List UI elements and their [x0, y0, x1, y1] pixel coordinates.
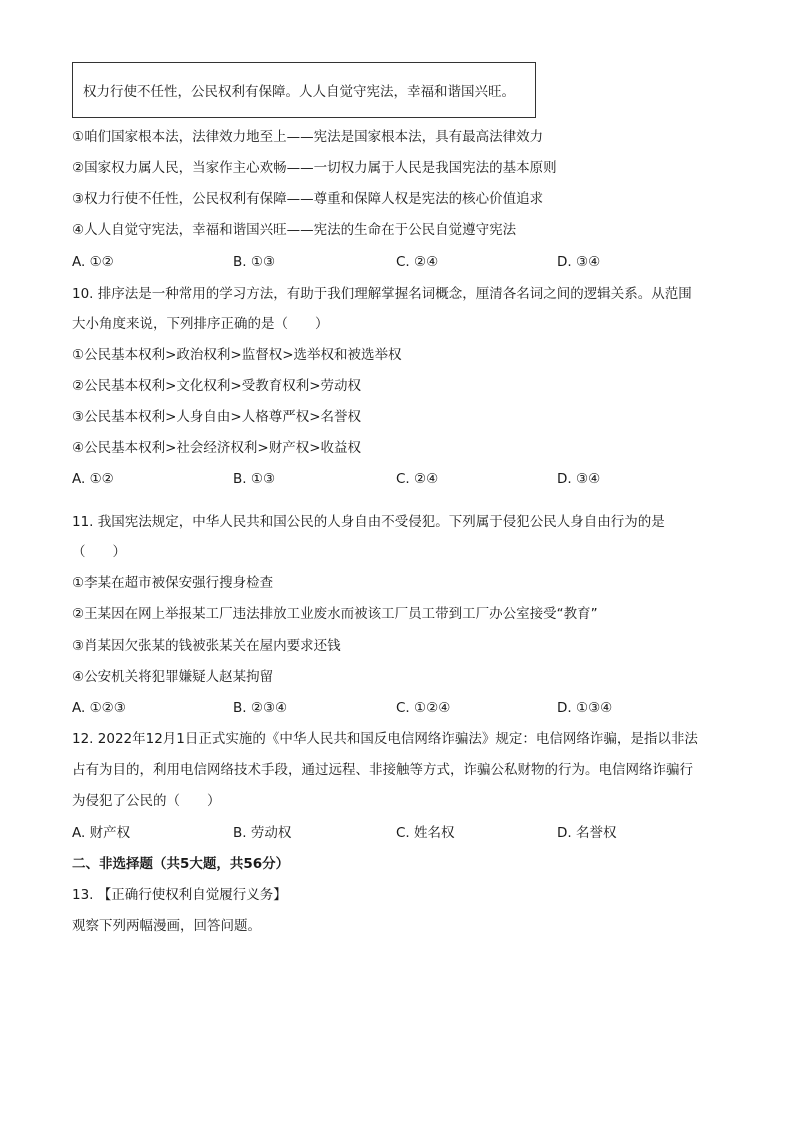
q11-option-d[interactable]: D. ①③④ [557, 700, 613, 716]
q10-stem-line-2: 大小角度来说，下列排序正确的是（ ） [72, 316, 329, 332]
q9-option-b[interactable]: B. ①③ [233, 254, 276, 270]
q10-item-1: ①公民基本权利>政治权利>监督权>选举权和被选举权 [72, 347, 402, 363]
q9-option-a[interactable]: A. ①② [72, 254, 114, 270]
quote-box [72, 62, 536, 118]
q13-instruction: 观察下列两幅漫画，回答问题。 [72, 918, 261, 934]
q11-item-3: ③肖某因欠张某的钱被张某关在屋内要求还钱 [72, 638, 341, 654]
q11-option-c[interactable]: C. ①②④ [396, 700, 451, 716]
q12-stem-line-2: 占有为目的，利用电信网络技术手段，通过远程、非接触等方式，诈骗公私财物的行为。电信网络诈骗行 [72, 762, 693, 778]
q10-stem-line-1: 10. 排序法是一种常用的学习方法，有助于我们理解掌握名词概念，厘清各名词之间的逻辑关系。从范围 [72, 286, 692, 302]
q10-option-a[interactable]: A. ①② [72, 471, 114, 487]
q12-option-b[interactable]: B. 劳动权 [233, 825, 292, 841]
q12-option-c[interactable]: C. 姓名权 [396, 825, 455, 841]
q11-stem-line-1: 11. 我国宪法规定，中华人民共和国公民的人身自由不受侵犯。下列属于侵犯公民人身自由行为的是 [72, 514, 665, 530]
q10-option-d[interactable]: D. ③④ [557, 471, 601, 487]
q11-stem-line-2: （ ） [72, 544, 126, 560]
q10-option-c[interactable]: C. ②④ [396, 471, 439, 487]
q12-option-a[interactable]: A. 财产权 [72, 825, 131, 841]
q12-stem-line-3: 为侵犯了公民的（ ） [72, 793, 221, 809]
q9-option-c[interactable]: C. ②④ [396, 254, 439, 270]
q13-title: 13. 【正确行使权利自觉履行义务】 [72, 887, 287, 903]
quote-text: 权力行使不任性，公民权利有保障。人人自觉守宪法，幸福和谐国兴旺。 [83, 84, 515, 100]
q10-item-4: ④公民基本权利>社会经济权利>财产权>收益权 [72, 440, 362, 456]
section-title: 二、非选择题（共5大题，共56分） [72, 856, 290, 872]
q11-item-2: ②王某因在网上举报某工厂违法排放工业废水而被该工厂员工带到工厂办公室接受“教育” [72, 606, 598, 622]
q9-item-4: ④人人自觉守宪法，幸福和谐国兴旺——宪法的生命在于公民自觉遵守宪法 [72, 222, 517, 238]
q10-item-2: ②公民基本权利>文化权利>受教育权利>劳动权 [72, 378, 362, 394]
q11-item-1: ①李某在超市被保安强行搜身检查 [72, 575, 274, 591]
q11-option-b[interactable]: B. ②③④ [233, 700, 288, 716]
q10-option-b[interactable]: B. ①③ [233, 471, 276, 487]
q9-item-2: ②国家权力属人民，当家作主心欢畅——一切权力属于人民是我国宪法的基本原则 [72, 160, 557, 176]
q12-stem-line-1: 12. 2022年12月1日正式实施的《中华人民共和国反电信网络诈骗法》规定：电信网络诈骗，是指以非法 [72, 731, 698, 747]
q9-option-d[interactable]: D. ③④ [557, 254, 601, 270]
q11-item-4: ④公安机关将犯罪嫌疑人赵某拘留 [72, 669, 274, 685]
q12-option-d[interactable]: D. 名誉权 [557, 825, 617, 841]
q10-item-3: ③公民基本权利>人身自由>人格尊严权>名誉权 [72, 409, 362, 425]
q9-item-3: ③权力行使不任性，公民权利有保障——尊重和保障人权是宪法的核心价值追求 [72, 191, 544, 207]
q11-option-a[interactable]: A. ①②③ [72, 700, 126, 716]
q9-item-1: ①咱们国家根本法，法律效力地至上——宪法是国家根本法，具有最高法律效力 [72, 129, 544, 145]
